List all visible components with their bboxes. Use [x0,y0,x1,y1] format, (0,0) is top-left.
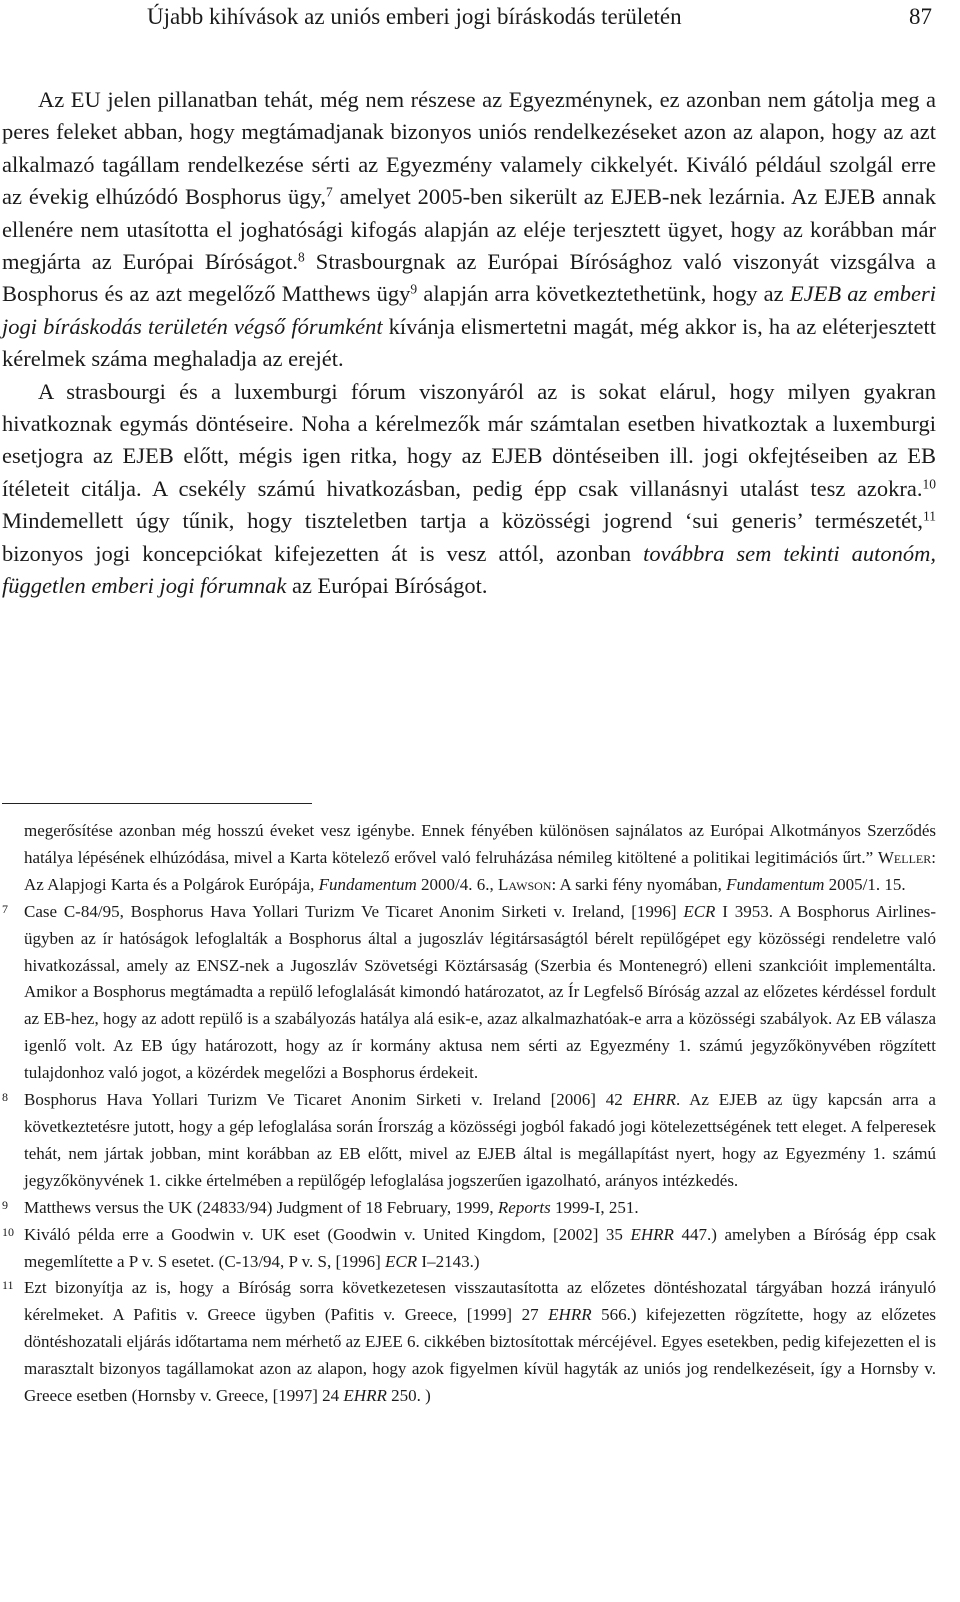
fn8-text-b: . Az EJEB az ügy kapcsán arra a következtetésre jutott, hogy a gép lefoglalása során Írország a közösségi jogból fakadó jogi kötelezettségének tett eleget. A felperesek tehát, nem jártak jobban, mint korábban az EB előtt, mivel az EJEB által is megállapítást nyert, hogy az Egyezmény 1. számú jegyzőkönyvének 1. cikke értelmében a repülőgép lefoglalása jogszerűen igazolható, arányos intézkedés. [24,1090,936,1190]
fn11-text-a: Ezt bizonyítja az is, hogy a Bíróság sorra következetesen visszautasította az előzetes döntéshozatal tárgyában hozzá irányuló kérelmeket. A Pafitis v. Greece ügyben (Pafitis v. Greece, [1999] 27 [24,1278,936,1325]
footnote-11 [2,1275,936,1410]
fn10-text-b: 447.) amelyben a Bíróság épp csak megemlítette a P v. S esetet. (C-13/94, P v. S, [1996] [24,1224,936,1271]
footnote-ref-9[interactable]: 9 [410,282,418,298]
footnote-number-8: 8 [2,1090,8,1105]
footnote-ref-11[interactable]: 11 [923,508,936,524]
footnote-ref-8[interactable]: 8 [298,249,305,265]
fn-cont-b: : Az Alapjogi Karta és a Polgárok Európája, [24,847,936,894]
p2-text-c: bizonyos jogi koncepciókat kifejezetten át is vesz attól, azonban [2,540,644,566]
body-text [2,84,936,603]
fn9-emphasis: Reports [497,1197,551,1217]
fn8-text-a: Bosphorus Hava Yollari Turizm Ve Ticaret Anonim Sirketi v. Ireland [2006] 42 [24,1090,633,1110]
fn-cont-journal-1: Fundamentum [318,874,417,894]
fn10-emphasis-1: EHRR [630,1224,674,1244]
fn-cont-journal-2: Fundamentum [726,874,825,894]
fn11-text-c: 250. ) [386,1386,431,1406]
footnote-ref-7[interactable]: 7 [325,184,333,200]
p1-emphasis: EJEB az emberi jogi bíráskodás területén végső fórumként [2,281,936,339]
fn7-text-b: I 3953. A Bosphorus Airlines-ügyben az ír hatóságok lefoglalták a Bosphorus által a jugoszláv légitársaságtól bérelt repülőgépet egy közösségi rendeletre való hivatkozással, amely az ENSZ-nek a Jugoszláv Szövetségi Köztársaság (Szerbia és Montenegró) elleni szankcióit implementálta. Amikor a Bosphorus megtámadta a repülő lefoglalását kimondó határozatot, az Ír Legfelső Bíróság azzal az előzetes kérdéssel fordult az EB-hez, hogy az adott repülő is a szabályozás hatálya alá esik-e, azaz alkalmazhatóak-e arra a közösségi szabályok. Az EB válasza igenlő volt. Az EB úgy határozott, hogy az ír kormány aktusa nem sérti az Egyezmény 1. számú jegyzőkönyvében rögzített tulajdonhoz való jogot, a közérdek megelőzi a Bosphorus érdekeit. [24,901,936,1083]
footnote-number-7: 7 [2,901,8,916]
running-title: Újabb kihívások az uniós emberi jogi bíráskodás területén [147,4,682,29]
fn9-text-a: Matthews versus the UK (24833/94) Judgment of 18 February, 1999, [24,1197,498,1217]
fn10-emphasis-2: ECR [385,1251,418,1271]
page-number: 87 [909,4,932,29]
footnote-7 [2,899,936,1087]
paragraph-2 [2,376,936,603]
fn8-emphasis: EHRR [632,1090,677,1110]
footnote-9 [2,1195,936,1222]
paragraph-1 [2,84,936,376]
fn11-emphasis-2: EHRR [343,1386,387,1406]
fn-cont-author-1: Weller [877,847,932,867]
running-header [0,4,960,34]
p1-text-a: Az EU jelen pillanatban tehát, még nem részese az Egyezménynek, ez azonban nem gátolja meg a peres feleket abban, hogy megtámadjanak bizonyos uniós rendelkezéseket azon az alapon, hogy az azt alkalmazó tagállam rendelkezése sérti az Egyezmény valamely cikkelyét. Kiváló például szolgál erre az évekig elhúzódó Bosphorus ügy, [2,87,936,210]
fn-cont-c: 2000/4. 6., [416,874,499,894]
p1-text-e: kívánja elismertetni magát, még akkor is, ha az eléterjesztett kérelmek száma meghaladja az erejét. [2,313,936,372]
footnote-10 [2,1222,936,1276]
p2-text-b: Mindemellett úgy tűnik, hogy tiszteletben tartja a közösségi jogrend ‘sui generis’ természetét, [2,508,923,534]
p2-text-a: A strasbourgi és a luxemburgi fórum viszonyáról az is sokat elárul, hogy milyen gyakran hivatkoznak egymás döntéseire. Noha a kérelmezők már számtalan esetben hivatkoztak a luxemburgi esetjogra az EJEB előtt, mégis igen ritka, hogy az EJEB döntéseiben ill. jogi okfejtéseiben az EB ítéleteit citálja. A csekély számú hivatkozásban, pedig épp csak villanásnyi utalást tesz azokra. [2,378,936,501]
p2-emphasis: továbbra sem tekinti autonóm, független emberi jogi fórumnak [2,540,936,599]
p2-text-d: az Európai Bíróságot. [286,573,488,599]
fn-cont-e: 2005/1. 15. [824,874,906,894]
fn11-emphasis-1: EHRR [548,1305,592,1325]
fn-cont-d: : A sarki fény nyomában, [551,874,727,894]
footnotes [2,818,936,1410]
fn-cont-a: megerősítése azonban még hosszú éveket vesz igénybe. Ennek fényében különösen sajnálatos az Európai Alkotmányos Szerződés hatálya lépésének elhúzódása, mivel a Karta kötelező erővel való felruházása némileg kitöltené a politikai legitimációs űrt.” [24,821,936,867]
fn7-text-a: Case C-84/95, Bosphorus Hava Yollari Turizm Ve Ticaret Anonim Sirketi v. Ireland, [1996] [24,901,684,921]
footnote-number-11: 11 [2,1278,14,1293]
fn7-emphasis: ECR [683,901,716,921]
footnote-number-10: 10 [2,1224,14,1239]
footnote-number-9: 9 [2,1197,8,1212]
p1-text-d: alapján arra következtethetünk, hogy az [417,281,790,307]
p1-text-b: amelyet 2005-ben sikerült az EJEB-nek lezárnia. Az EJEB annak ellenére nem utasította el joghatósági kifogás alapján az eléje terjesztett ügyet, hogy az korábban már megjárta az Európai Bíróságot. [2,184,936,275]
fn-cont-author-2: Lawson [498,874,552,894]
footnote-ref-10[interactable]: 10 [922,476,936,492]
fn9-text-b: 1999-I, 251. [550,1197,639,1217]
footnote-continuation [2,818,936,899]
fn11-text-b: 566.) kifejezetten rögzítette, hogy az előzetes döntéshozatali eljárás időtartama nem mérhető az EJEE 6. cikkében biztosítottak mércéjével. Egyes esetekben, pedig kifejezetten el is marasztalt bizonyos tagállamokat azon az alapon, hogy azok figyelmen kívül hagyták az uniós jog rendelkezéseit, így a Hornsby v. Greece esetben (Hornsby v. Greece, [1997] 24 [24,1305,936,1406]
fn10-text-a: Kiváló példa erre a Goodwin v. UK eset (Goodwin v. United Kingdom, [2002] 35 [24,1224,631,1244]
footnote-separator [2,803,312,804]
fn10-text-c: I–2143.) [417,1251,480,1271]
p1-text-c: Strasbourgnak az Európai Bírósághoz való viszonyát vizsgálva a Bosphorus és az azt megelőző Matthews ügy [2,249,936,307]
footnote-8 [2,1087,936,1195]
